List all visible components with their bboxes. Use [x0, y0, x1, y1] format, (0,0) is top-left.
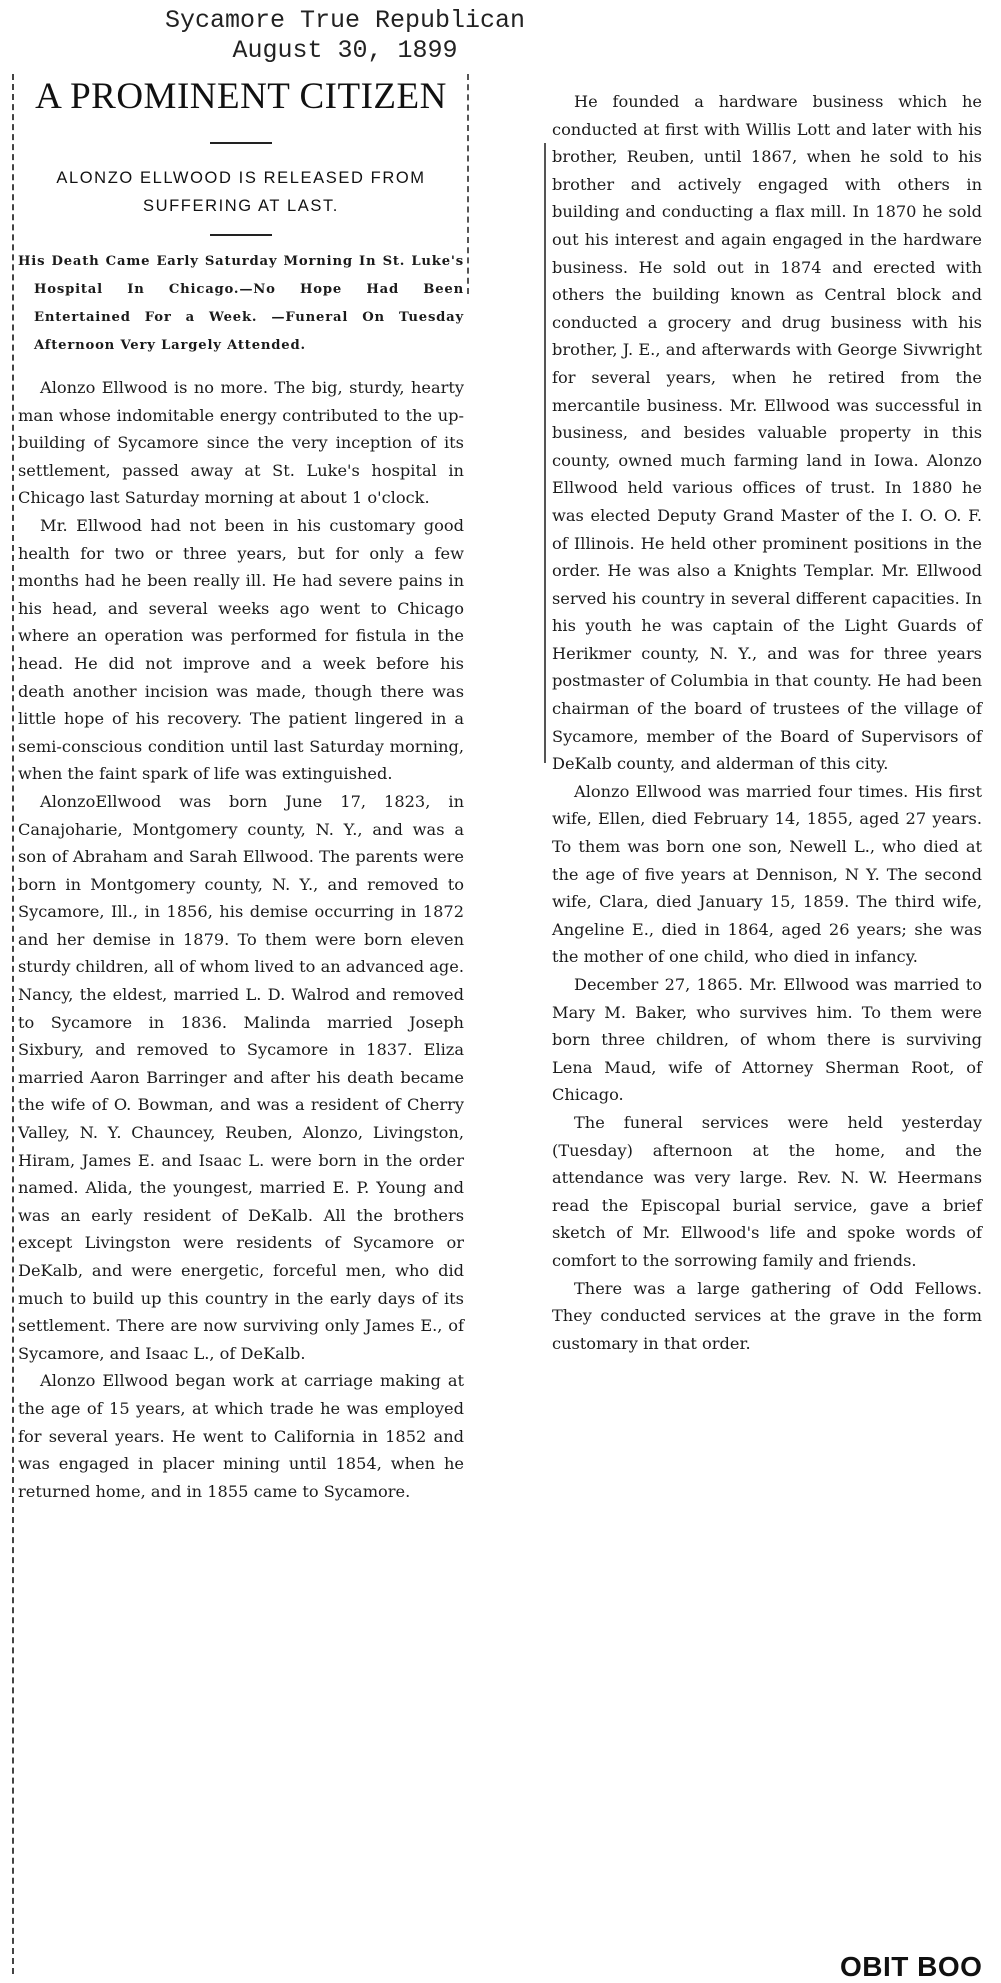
paragraph: AlonzoEllwood was born June 17, 1823, in Canajoharie, Montgomery county, N. Y., and was a son of Abraham and Sarah Ellwood. The parents were born in Montgomery county, N. Y., and removed to Sycamore, Ill., in 1856, his demise occurring in 1872 and her demise in 1879. To them were born eleven sturdy children, all of whom lived to an advanced age. Nancy, the eldest, married L. D. Walrod and removed to Sycamore in 1836. Malinda married Joseph Sixbury, and removed to Sycamore in 1837. Eliza married Aaron Barringer and after his death became the wife of O. Bowman, and was a resident of Cherry Valley, N. Y. Chauncey, Reuben, Alonzo, Livingston, Hiram, James E. and Isaac L. were born in the order named. Alida, the youngest, married E. P. Young and was an early resident of DeKalb. All the brothers except Livingston were residents of Sycamore or DeKalb, and were energetic, forceful men, who did much to build up this country in the early days of its settlement. There are now surviving only James E., of Sycamore, and Isaac L., of DeKalb. [18, 791, 464, 1363]
deck-summary: His Death Came Early Saturday Morning In St. Luke's Hospital In Chicago.—No Hope Had Been Entertained For a Week. —Funeral On Tuesday Afternoon Very Largely Attended. [18, 254, 464, 353]
paragraph: Alonzo Ellwood is no more. The big, sturdy, hearty man whose indomitable energy contributed to the up-building of Sycamore since the very inception of its settlement, passed away at St. Luke's hospital in Chicago last Saturday morning at about 1 o'clock. [18, 378, 464, 508]
right-column-body [552, 88, 982, 1357]
subheadline: ALONZO ELLWOOD IS RELEASED FROM SUFFERING AT LAST. [56, 169, 426, 215]
masthead [0, 6, 690, 66]
paragraph: The funeral services were held yesterday (Tuesday) afternoon at the home, and the attendance was very large. Rev. N. W. Heermans read the Episcopal burial service, gave a brief sketch of Mr. Ellwood's life and spoke words of comfort to the sorrowing family and friends. [552, 1112, 982, 1270]
column-border-left [12, 74, 14, 1974]
paragraph: Alonzo Ellwood was married four times. His first wife, Ellen, died February 14, 1855, aged 27 years. To them was born one son, Newell L., who died at the age of five years at Dennison, N Y. The second wife, Clara, died January 15, 1859. The third wife, Angeline E., died in 1864, aged 26 years; she was the mother of one child, who died in infancy. [552, 781, 982, 967]
column-border-right [467, 74, 469, 294]
paragraph: Alonzo Ellwood began work at carriage making at the age of 15 years, at which trade he was employed for several years. He went to California in 1852 and was engaged in placer mining until 1854, when he returned home, and in 1855 came to Sycamore. [18, 1371, 464, 1501]
left-column-body [18, 374, 464, 1505]
right-column [552, 88, 982, 1357]
headline: A PROMINENT CITIZEN [35, 76, 447, 117]
left-column [10, 74, 464, 1974]
subheadline-divider [210, 234, 272, 236]
paragraph: Mr. Ellwood had not been in his customary good health for two or three years, but for only a few months had he been really ill. He had severe pains in his head, and several weeks ago went to Chicago where an operation was performed for fistula in the head. He did not improve and a week before his death another incision was made, though there was little hope of his recovery. The patient lingered in a semi-conscious condition until last Saturday morning, when the faint spark of life was extinguished. [18, 515, 464, 784]
paragraph: There was a large gathering of Odd Fellows. They conducted services at the grave in the form customary in that order. [552, 1278, 982, 1353]
paragraph: He founded a hardware business which he conducted at first with Willis Lott and later with his brother, Reuben, until 1867, when he sold to his brother and actively engaged with others in building and conducting a flax mill. In 1870 he sold out his interest and again engaged in the hardware business. He sold out in 1874 and erected with others the building known as Central block and conducted a grocery and drug business with his brother, J. E., and afterwards with George Sivwright for several years, when he retired from the mercantile business. Mr. Ellwood was successful in business, and besides valuable property in this county, owned much farming land in Iowa. Alonzo Ellwood held various offices of trust. In 1880 he was elected Deputy Grand Master of the I. O. O. F. of Illinois. He held other prominent positions in the order. He was also a Knights Templar. Mr. Ellwood served his country in several different capacities. In his youth he was captain of the Light Guards of Herikmer county, N. Y., and was for three years postmaster of Columbia in that county. He had been chairman of the board of trustees of the village of Sycamore, member of the Board of Supervisors of DeKalb county, and alderman of this city. [552, 92, 982, 774]
paragraph: December 27, 1865. Mr. Ellwood was married to Mary M. Baker, who survives him. To them were born three children, of whom there is surviving Lena Maud, wife of Attorney Sherman Root, of Chicago. [552, 975, 982, 1105]
publication-name: Sycamore True Republican [164, 6, 526, 35]
headline-divider [210, 142, 272, 144]
publication-date: August 30, 1899 [232, 36, 458, 65]
obit-book-stamp: OBIT BOO [840, 1951, 983, 1982]
column-border [544, 143, 546, 763]
